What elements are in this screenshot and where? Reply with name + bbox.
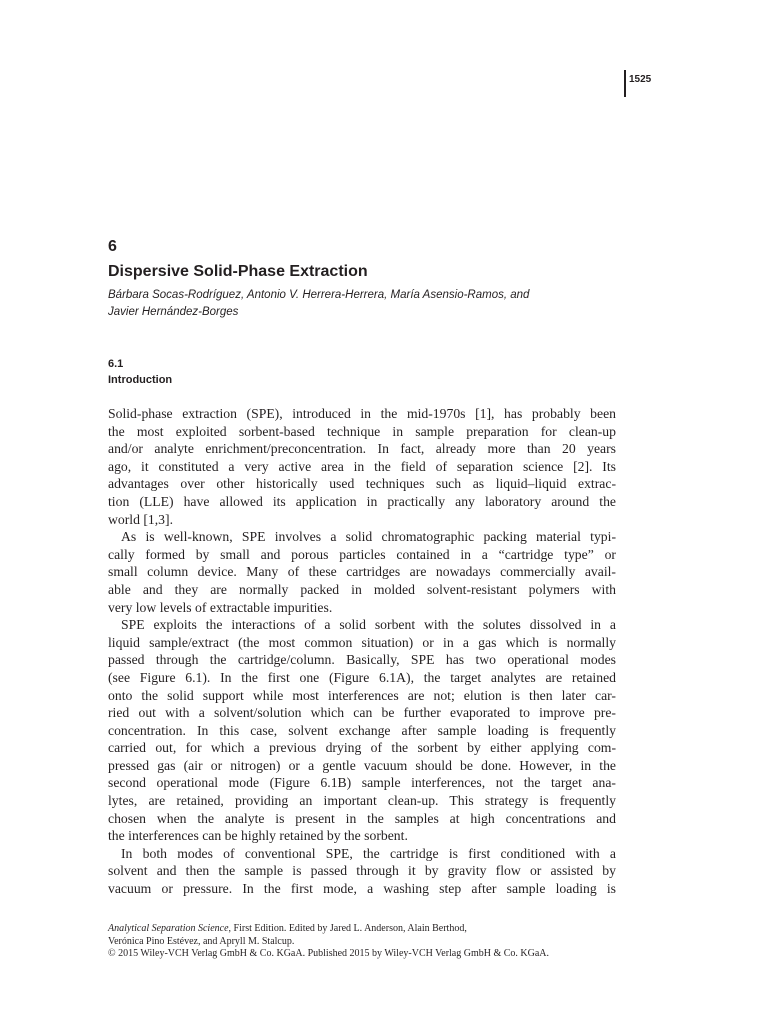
body-line: tion (LLE) have allowed its application in practically any laboratory around the: [108, 493, 616, 509]
body-text: [108, 405, 616, 898]
copyright-footer: [108, 923, 628, 961]
section-number: 6.1: [108, 358, 124, 370]
body-line: passed through the cartridge/column. Basically, SPE has two operational modes: [108, 652, 616, 668]
body-line: lytes, are retained, providing an important clean-up. This strategy is frequently: [108, 793, 616, 809]
body-line: As is well-known, SPE involves a solid chromatographic packing material typi-: [121, 529, 616, 545]
footer-line: © 2015 Wiley-VCH Verlag GmbH & Co. KGaA. Published 2015 by Wiley-VCH Verlag GmbH & Co. KGaA.: [108, 948, 550, 959]
page-number-rule: [624, 70, 626, 97]
body-line: very low levels of extractable impurities.: [108, 599, 333, 615]
page-number: 1525: [629, 74, 652, 85]
body-line: cally formed by small and porous particles contained in a “cartridge type” or: [108, 546, 616, 562]
authors-line: Bárbara Socas-Rodríguez, Antonio V. Herrera-Herrera, María Asensio-Ramos, and: [108, 289, 530, 301]
body-line: the interferences can be highly retained by the sorbent.: [108, 828, 408, 844]
chapter-authors: [108, 287, 628, 321]
body-line: vacuum or pressure. In the first mode, a washing step after sample loading is: [108, 881, 616, 897]
body-line: In both modes of conventional SPE, the cartridge is first conditioned with a: [121, 845, 616, 861]
body-line: chosen when the analyte is present in the samples at high concentrations and: [108, 810, 616, 826]
body-line: small column device. Many of these cartridges are nowadays commercially avail-: [108, 564, 616, 580]
body-line: ried out with a solvent/solution which can be further evaporated to improve pre-: [108, 705, 616, 721]
authors-line: Javier Hernández-Borges: [108, 306, 239, 318]
chapter-title: Dispersive Solid-Phase Extraction: [108, 263, 368, 280]
book-title: Analytical Separation Science: [108, 923, 229, 934]
footer-editors: , First Edition. Edited by Jared L. Anderson, Alain Berthod,: [228, 923, 467, 934]
body-line: ago, it constituted a very active area in the field of separation science [2]. Its: [108, 458, 616, 474]
body-line: concentration. In this case, solvent exchange after sample loading is frequently: [108, 722, 616, 738]
body-line: advantages over other historically used techniques such as liquid–liquid extrac-: [108, 476, 616, 492]
body-line: the most exploited sorbent-based technique in sample preparation for clean-up: [108, 423, 616, 439]
body-line: second operational mode (Figure 6.1B) sample interferences, not the target ana-: [108, 775, 616, 791]
body-line: pressed gas (air or nitrogen) or a gentle vacuum should be done. However, in the: [108, 757, 616, 773]
body-line: Solid-phase extraction (SPE), introduced in the mid-1970s [1], has probably been: [108, 406, 616, 421]
chapter-number: 6: [108, 238, 117, 255]
body-line: and/or analyte enrichment/preconcentration. In fact, already more than 20 years: [108, 441, 616, 457]
body-line: SPE exploits the interactions of a solid sorbent with the solutes dissolved in a: [121, 617, 616, 633]
body-line: (see Figure 6.1). In the first one (Figure 6.1A), the target analytes are retained: [108, 669, 616, 685]
body-line: onto the solid support while most interferences are not; elution is then later car-: [108, 687, 616, 703]
body-line: solvent and then the sample is passed through it by gravity flow or assisted by: [108, 863, 616, 879]
body-line: liquid sample/extract (the most common situation) or in a gas which is normally: [108, 634, 616, 650]
body-line: able and they are normally packed in molded solvent-resistant polymers with: [108, 581, 616, 597]
footer-line: Verónica Pino Estévez, and Apryll M. Stalcup.: [108, 935, 295, 947]
body-line: world [1,3].: [108, 511, 174, 527]
body-line: carried out, for which a previous drying of the sorbent by either applying com-: [108, 740, 616, 756]
section-title: Introduction: [108, 374, 173, 386]
footer-line: [108, 923, 628, 936]
